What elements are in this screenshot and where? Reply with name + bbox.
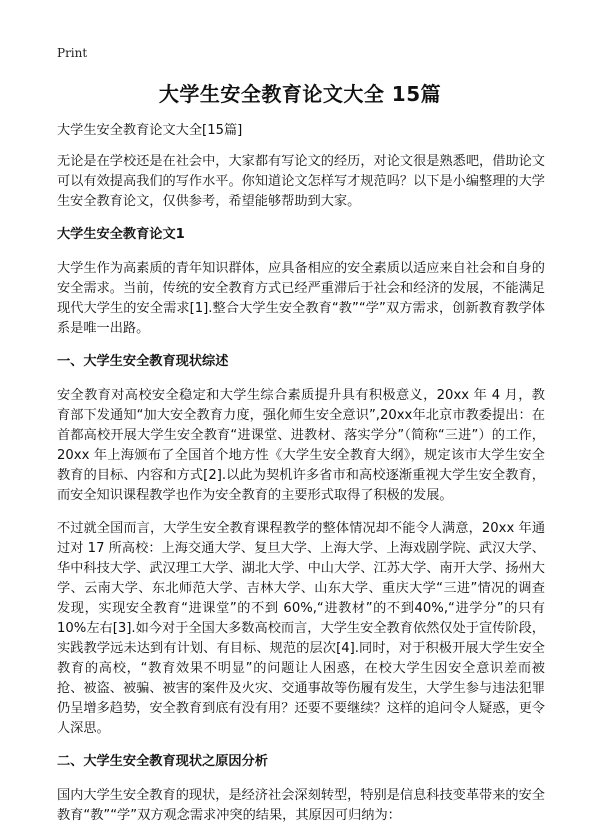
section-1-heading: 一、大学生安全教育现状综述 — [57, 354, 229, 369]
intro-paragraph: 无论是在学校还是在社会中，大家都有写论文的经历，对论文很是熟悉吧，借助论文可以有效提高我们的写作水平。你知道论文怎样写才规范吗？以下是小编整理的大学生安全教育论文，仅供参考，希望能够帮助到大家。 — [57, 154, 545, 209]
print-label: Print — [57, 46, 88, 60]
document-title: 大学生安全教育论文大全 15篇 — [158, 82, 442, 106]
essay-paragraph-1: 大学生作为高素质的青年知识群体，应具备相应的安全素质以适应来自社会和自身的安全需求。当前，传统的安全教育方式已经严重滞后于社会和经济的发展，不能满足现代大学生的安全需求[1].整合大学生安全教育“教”“学”双方需求，创新教育教学体系是唯一出路。 — [57, 261, 545, 336]
document-subtitle: 大学生安全教育论文大全[15篇] — [57, 123, 243, 138]
section-1-paragraph-2: 不过就全国而言，大学生安全教育课程教学的整体情况却不能令人满意，20xx 年通过对 17 所高校：上海交通大学、复旦大学、上海大学、上海戏剧学院、武汉大学、华中科技大学、武汉理工大学、湖北大学、中山大学、江苏大学、南开大学、扬州大学、云南大学、东北师范大学、吉林大学、山东大学、重庆大学“三进”情况的调查发现，实现安全教育“进课堂”的不到 60%,“进教材”的不到40%,“进学分”的只有 10%左右[3].如今对于全国大多数高校而言，大学生安全教育依然仅处于宣传阶段，实践教学远未达到有计划、有目标、规范的层次[4].同时，对于积极开展大学生安全教育的高校，“教育效果不明显”的问题让人困惑，在校大学生因安全意识差而被抢、被盗、被骗、被害的案件及火灾、交通事故等伤履有发生，大学生参与违法犯罪仍呈增多趋势，安全教育到底有没有用？还要不要继续？这样的追问令人疑惑，更令人深思。 — [57, 521, 545, 736]
section-2-heading: 二、大学生安全教育现状之原因分析 — [57, 754, 268, 769]
essay-heading: 大学生安全教育论文1 — [57, 227, 185, 242]
section-1-paragraph-1: 安全教育对高校安全稳定和大学生综合素质提升具有积极意义，20xx 年 4 月，教育部下发通知“加大安全教育力度，强化师生安全意识”,20xx年北京市教委提出：在首都高校开展大学生安全教育“进课堂、进教材、落实学分”（简称“三进”）的工作，20xx 年上海颁布了全国首个地方性《大学生安全教育大纲》，规定该市大学生安全教育的目标、内容和方式[2].以此为契机许多省市和高校逐渐重视大学生安全教育，而安全知识课程教学也作为安全教育的主要形式取得了积极的发展。 — [57, 388, 545, 503]
document-body — [57, 121, 545, 839]
section-2-paragraph-1: 国内大学生安全教育的现状，是经济社会深刻转型，特别是信息科技变革带来的安全教育“教”“学”双方观念需求冲突的结果，其原因可归纳为： — [57, 788, 545, 823]
